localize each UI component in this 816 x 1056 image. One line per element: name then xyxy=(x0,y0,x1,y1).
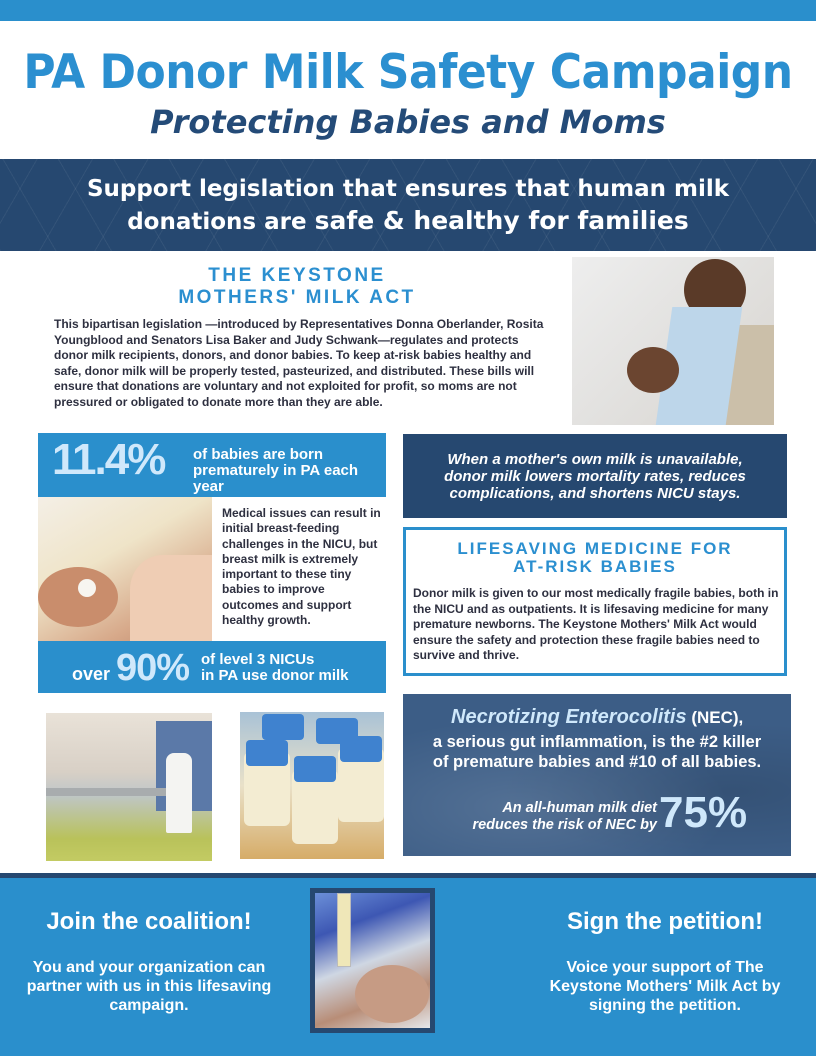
nicu-description: Medical issues can result in initial breast-feeding challenges in the NICU, but breast milk is extremely important to these tiny babies to improve outcomes and support healthy growth. xyxy=(222,506,381,628)
nicu-stat-value: 90% xyxy=(116,647,190,689)
join-coalition-heading[interactable]: Join the coalition! xyxy=(46,908,252,935)
milk-bottles-photo xyxy=(240,712,384,859)
milk-bank-lab-photo xyxy=(46,713,212,861)
baby-feeding-photo xyxy=(310,888,435,1033)
premature-baby-photo xyxy=(38,497,212,641)
medicine-title xyxy=(406,540,784,576)
call-to-action-footer xyxy=(0,873,816,1056)
nec-diet-text xyxy=(447,800,657,834)
banner-line-2-start: donations are xyxy=(127,208,315,235)
nicu-stat-box xyxy=(38,641,386,693)
sign-petition-heading[interactable]: Sign the petition! xyxy=(567,908,763,935)
nec-risk-reduction-value: 75% xyxy=(659,788,748,837)
nec-title xyxy=(451,706,743,729)
quote-line-3: complications, and shortens NICU stays. xyxy=(449,484,741,502)
nicu-stat-prefix: over xyxy=(72,664,111,684)
nicu-stat-line-2: in PA use donor milk xyxy=(201,667,349,684)
donor-milk-quote xyxy=(403,434,787,518)
mother-breastfeeding-photo xyxy=(572,257,774,425)
sensor-shape xyxy=(78,579,96,597)
baby-head-shape xyxy=(627,347,679,393)
sign-petition-section[interactable] xyxy=(530,908,800,1015)
nec-title-text: Necrotizing Enterocolitis xyxy=(451,706,687,728)
bottle-cap-shape xyxy=(316,718,358,744)
top-accent-bar xyxy=(0,0,816,21)
page-header xyxy=(0,21,816,159)
nec-diet-line-1: An all-human milk diet xyxy=(502,800,657,816)
banner-line-2 xyxy=(0,205,816,238)
baby-shape xyxy=(355,965,429,1023)
bottle-cap-shape xyxy=(246,740,288,766)
quote-line-2: donor milk lowers mortality rates, reduces xyxy=(444,467,746,485)
premature-stat-box xyxy=(38,433,386,497)
act-title-line-2: MOTHERS' MILK ACT xyxy=(178,287,416,308)
premature-stat-label xyxy=(193,447,386,495)
bottle-cap-shape xyxy=(294,756,336,782)
nec-info-box xyxy=(403,694,791,856)
lifesaving-medicine-box xyxy=(403,527,787,676)
page-subtitle: Protecting Babies and Moms xyxy=(150,103,666,141)
medicine-title-line-2: AT-RISK BABIES xyxy=(513,557,677,576)
banner-line-1: Support legislation that ensures that human milk xyxy=(86,175,730,202)
premature-stat-line-2: prematurely in PA each year xyxy=(193,462,359,495)
quote-line-1: When a mother's own milk is unavailable, xyxy=(447,450,743,468)
nec-line-3: of premature babies and #10 of all babies. xyxy=(432,753,762,771)
sign-petition-text: Voice your support of The Keystone Mothers' Milk Act by signing the petition. xyxy=(549,959,781,1014)
page-title: PA Donor Milk Safety Campaign xyxy=(23,44,793,101)
adult-hand-shape xyxy=(130,555,212,641)
nicu-stat-label xyxy=(201,652,349,684)
medicine-title-line-1: LIFESAVING MEDICINE FOR xyxy=(457,539,733,558)
nec-diet-line-2: reduces the risk of NEC by xyxy=(472,817,657,833)
lab-worker-shape xyxy=(166,753,192,833)
join-coalition-section[interactable] xyxy=(14,908,284,1015)
nec-title-abbrev: (NEC), xyxy=(686,708,744,727)
baby-face-shape xyxy=(38,567,118,627)
act-title-line-1: THE KEYSTONE xyxy=(208,265,386,286)
premature-stat-value: 11.4% xyxy=(52,435,165,484)
table-shape xyxy=(46,788,176,796)
act-title xyxy=(52,265,542,309)
support-banner xyxy=(0,159,816,251)
join-coalition-text: You and your organization can partner with us in this lifesaving campaign. xyxy=(26,959,272,1014)
medicine-description: Donor milk is given to our most medically fragile babies, both in the NICU and as outpatients. It is lifesaving medicine for many premature newborns. The Keystone Mothers' Milk Act would ensure the safety and protection these fragile babies need to survive and thrive. xyxy=(413,586,779,662)
act-description: This bipartisan legislation —introduced by Representatives Donna Oberlander, Rosita Youngblood and Senators Lisa Baker and Judy Schwank—regulates and protects donor milk recipients, donors, and donor babies. To keep at-risk babies healthy and safe, donor milk will be properly tested, pasteurized, and distributed. These bills will ensure that donations are voluntary and not exploited for profit, so moms are not pressured or obligated to donate more than they are able. xyxy=(54,317,544,409)
nicu-stat-line-1: of level 3 NICUs xyxy=(201,651,315,668)
nec-line-2: a serious gut inflammation, is the #2 killer xyxy=(432,733,762,751)
syringe-shape xyxy=(337,893,351,967)
premature-stat-line-1: of babies are born xyxy=(193,446,324,463)
banner-emphasis: safe & healthy for families xyxy=(314,205,689,235)
bottle-cap-shape xyxy=(262,714,304,740)
